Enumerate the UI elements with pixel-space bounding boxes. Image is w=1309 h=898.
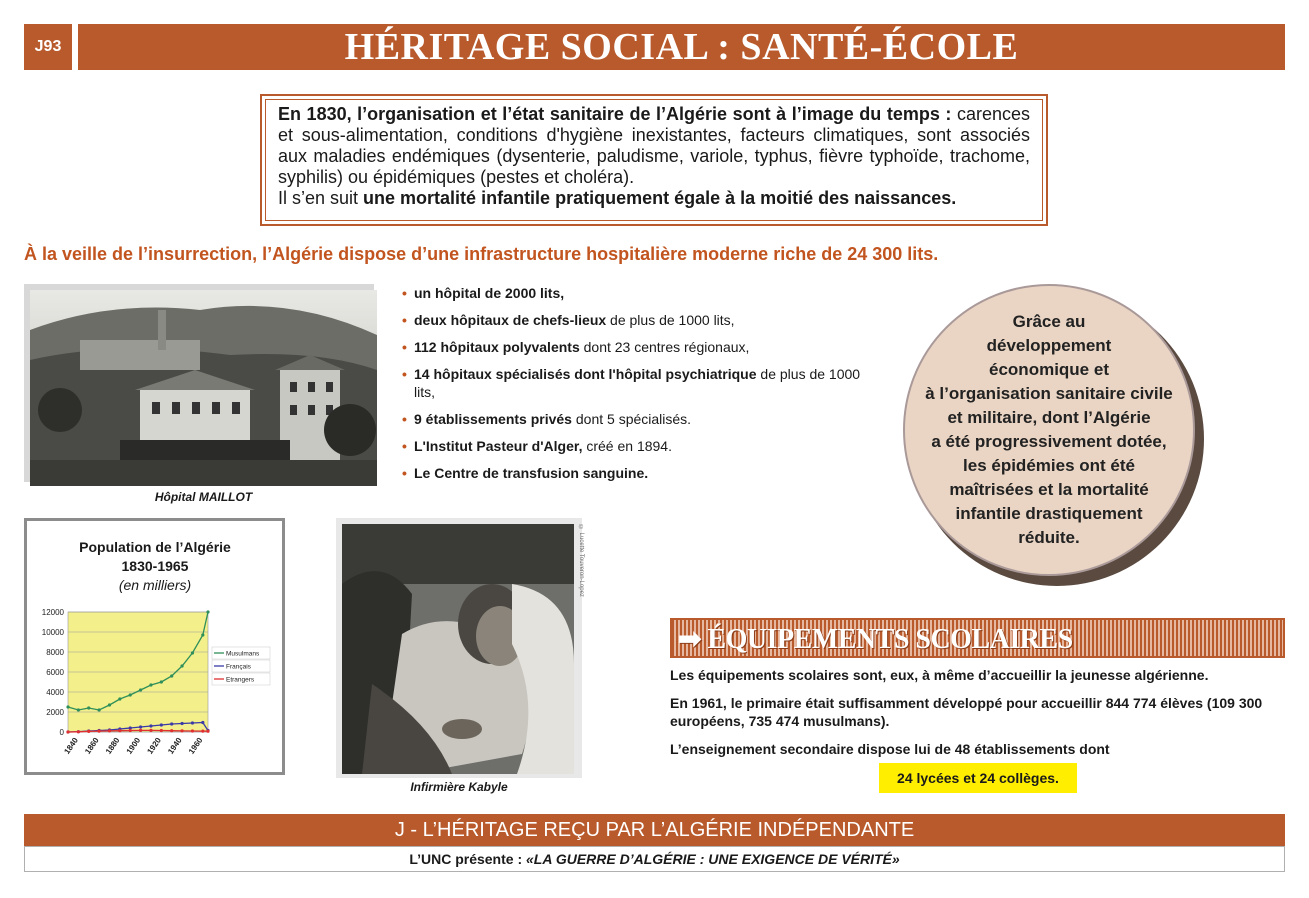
data-point — [170, 722, 173, 725]
bullet-rest: dont 23 centres régionaux, — [579, 339, 750, 355]
chart-unit: (en milliers) — [118, 577, 192, 593]
data-point — [108, 703, 111, 706]
summary-circle-text: Grâce au développement économique et à l’organisation sanitaire civile et militaire, dont l’Algérie a été progressivement dotée, les épidémies ont été maîtrisées et la mortalité infantile drastiquement réduite. — [925, 312, 1173, 547]
data-point — [201, 730, 204, 733]
data-point — [77, 708, 80, 711]
page-code: J93 — [24, 24, 72, 70]
data-point — [118, 697, 121, 700]
data-point — [66, 705, 69, 708]
data-point — [206, 610, 209, 613]
hospital-caption: Hôpital MAILLOT — [154, 490, 253, 504]
chart-years: 1830-1965 — [121, 558, 189, 574]
x-tick-label: 1880 — [103, 735, 122, 756]
y-tick-label: 8000 — [46, 648, 64, 657]
intro-consequence: une mortalité infantile pratiquement égale à la moitié des naissances. — [363, 188, 957, 208]
data-point — [139, 729, 142, 732]
x-tick-label: 1920 — [145, 735, 163, 756]
intro-consequence-prefix: Il s’en suit — [278, 188, 364, 208]
chapter-footer: J - L’HÉRITAGE REÇU PAR L’ALGÉRIE INDÉPENDANTE — [24, 814, 1285, 846]
bullet-bold: un hôpital de 2000 lits, — [414, 285, 565, 301]
data-point — [149, 683, 152, 686]
data-point — [129, 729, 132, 732]
section-subheading: À la veille de l’insurrection, l’Algérie dispose d’une infrastructure hospitalière moderne riche de 24 300 lits. — [24, 244, 939, 264]
equipment-paragraph: Les équipements scolaires sont, eux, à même d’accueillir la jeunesse algérienne. — [670, 667, 1209, 683]
bullet-bold: 9 établissements privés — [414, 411, 572, 427]
y-tick-label: 0 — [59, 728, 64, 737]
data-point — [180, 664, 183, 667]
equipment-banner-title: ➡ ÉQUIPEMENTS SCOLAIRES — [678, 624, 1073, 655]
data-point — [87, 730, 90, 733]
data-point — [98, 730, 101, 733]
bullet-rest: de plus de 1000 lits, — [414, 366, 861, 400]
data-point — [98, 708, 101, 711]
summary-circle — [903, 284, 1195, 576]
data-point — [160, 729, 163, 732]
data-point — [180, 722, 183, 725]
x-tick-label: 1900 — [124, 735, 143, 756]
data-point — [201, 633, 204, 636]
highlight-box: 24 lycées et 24 collèges. — [879, 763, 1077, 793]
data-point — [139, 725, 142, 728]
equipment-text — [670, 666, 1290, 768]
bullet-rest: de plus de 1000 lits, — [606, 312, 735, 328]
legend-label: Etrangers — [226, 676, 255, 684]
equipment-paragraph: En 1961, le primaire était suffisamment développé pour accueillir 844 774 élèves (109 300 européens, 735 474 musulmans). — [670, 695, 1263, 729]
data-point — [139, 688, 142, 691]
y-tick-label: 12000 — [41, 608, 64, 617]
x-tick-label: 1960 — [186, 735, 205, 756]
bullet-rest: créé en 1894. — [582, 438, 672, 454]
bullet-bold: Le Centre de transfusion sanguine. — [414, 465, 649, 481]
data-point — [66, 730, 69, 733]
data-point — [149, 729, 152, 732]
list-item — [402, 464, 882, 482]
equipment-paragraph: L’enseignement secondaire dispose lui de 48 établissements dont — [670, 741, 1110, 757]
hospital-photo — [30, 290, 377, 486]
bullet-bold: deux hôpitaux de chefs-lieux — [414, 312, 607, 328]
list-item — [402, 284, 882, 302]
data-point — [77, 730, 80, 733]
credit-prefix: L’UNC présente : — [409, 851, 523, 867]
data-point — [160, 680, 163, 683]
y-tick-label: 6000 — [46, 668, 64, 677]
list-item — [402, 365, 882, 401]
list-item — [402, 437, 882, 455]
bullet-bold: 112 hôpitaux polyvalents — [414, 339, 580, 355]
data-point — [87, 706, 90, 709]
x-tick-label: 1860 — [83, 735, 101, 756]
list-item — [402, 410, 882, 428]
population-chart — [28, 598, 278, 768]
data-point — [191, 651, 194, 654]
list-item — [402, 338, 882, 356]
bullet-bold: 14 hôpitaux spécialisés dont l'hôpital psychiatrique — [414, 366, 757, 382]
hospital-bullet-list — [402, 284, 882, 491]
intro-text — [265, 99, 1043, 221]
chart-title-block — [30, 538, 280, 595]
list-item — [402, 311, 882, 329]
x-tick-label: 1840 — [62, 735, 81, 756]
data-point — [170, 674, 173, 677]
data-point — [160, 723, 163, 726]
y-tick-label: 10000 — [41, 628, 64, 637]
intro-body: carences et sous-alimentation, conditions d'hygiène inexistantes, facteurs climatiques, sont associés aux maladies endémiques (dysenterie, paludisme, variole, typhus, fièvre typhoïde, trachome, syphilis) ou épidémiques (pestes et choléra). — [278, 104, 1030, 187]
y-tick-label: 4000 — [46, 688, 64, 697]
data-point — [118, 729, 121, 732]
data-point — [108, 729, 111, 732]
data-point — [191, 721, 194, 724]
bullet-rest: dont 5 spécialisés. — [571, 411, 692, 427]
data-point — [191, 729, 194, 732]
data-point — [206, 730, 209, 733]
data-point — [180, 729, 183, 732]
page-title: HÉRITAGE SOCIAL : SANTÉ-ÉCOLE — [78, 24, 1285, 70]
x-tick-label: 1940 — [166, 735, 184, 756]
credit-footer — [24, 846, 1285, 872]
y-tick-label: 2000 — [46, 708, 64, 717]
data-point — [129, 693, 132, 696]
intro-box — [260, 94, 1048, 226]
data-point — [149, 724, 152, 727]
legend-label: Musulmans — [226, 650, 260, 658]
data-point — [170, 729, 173, 732]
chart-title: Population de l’Algérie — [79, 539, 231, 555]
intro-lead: En 1830, l’organisation et l’état sanitaire de l’Algérie sont à l’image du temps : — [278, 104, 952, 124]
credit-title: «LA GUERRE D’ALGÉRIE : UNE EXIGENCE DE VÉRITÉ» — [526, 851, 900, 867]
nurse-photo — [342, 524, 574, 774]
photo-credit: © Lucette Touveron-Lopez — [578, 525, 584, 597]
legend-label: Français — [226, 663, 251, 671]
data-point — [201, 721, 204, 724]
nurse-caption: Infirmière Kabyle — [410, 780, 508, 794]
bullet-bold: L'Institut Pasteur d'Alger, — [414, 438, 583, 454]
